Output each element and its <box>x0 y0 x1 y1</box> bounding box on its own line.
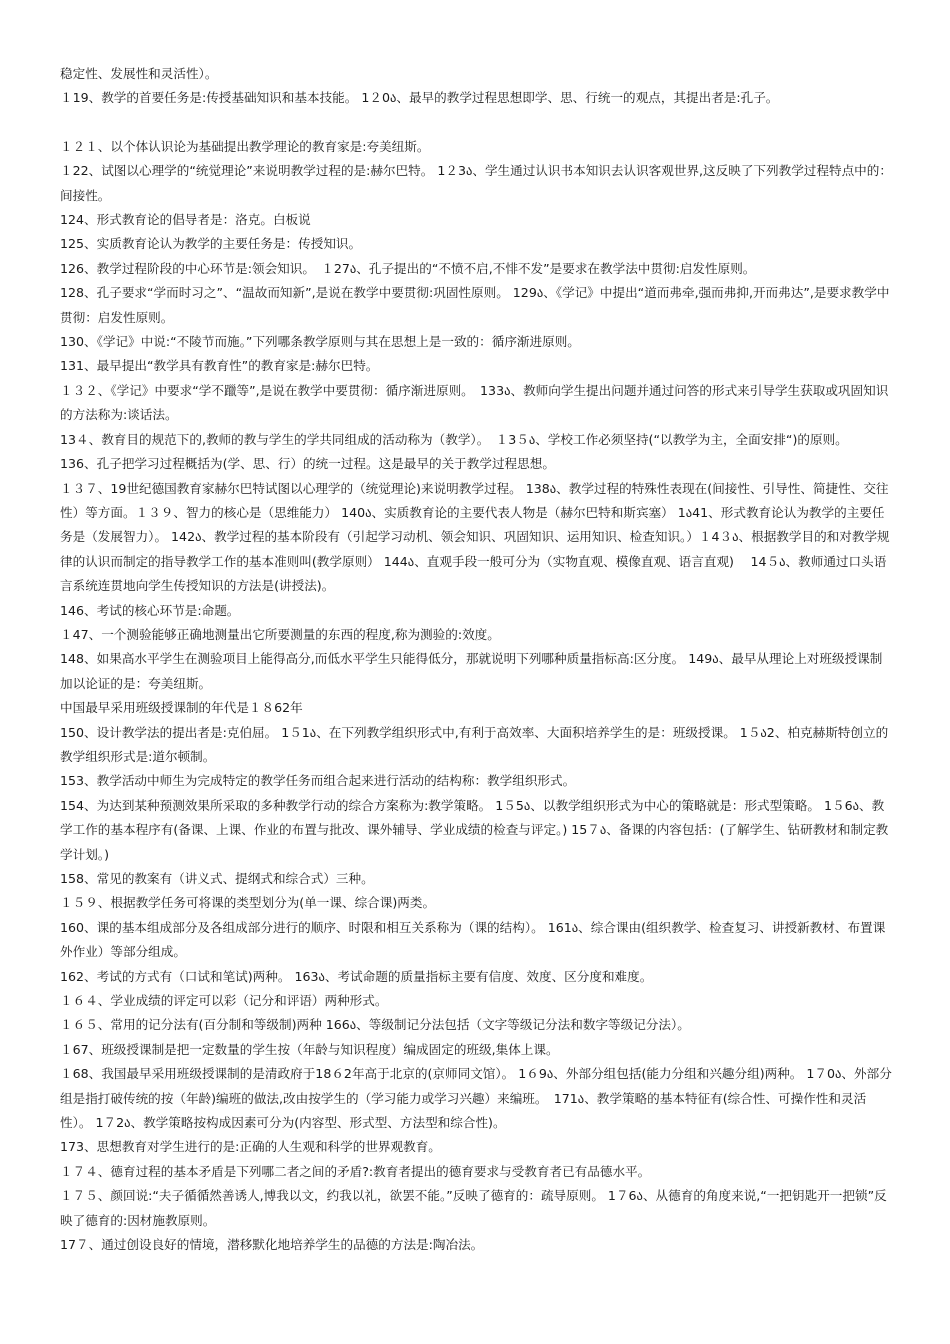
paragraph-136: 136、孔子把学习过程概括为(学、思、行）的统一过程。这是最早的关于教学过程思想。 <box>60 456 555 472</box>
document-body <box>60 62 892 1258</box>
paragraph-165-166: １６５、常用的记分法有(百分制和等级制)两种 166ა、等级制记分法包括（文字等级记分法和数字等级记分法）。 <box>60 1017 690 1033</box>
paragraph-119-120: １19、教学的首要任务是:传授基础知识和基本技能。 1２0ა、最早的教学过程思想即学、思、行统一的观点，其提出者是:孔子。 <box>60 90 779 106</box>
paragraph-168-172: １68、我国最早采用班级授课制的是清政府于18６2年高于北京的(京师同文馆）。 1６9ა、外部分组包括(能力分组和兴趣分组)两种。 1７0ა、外部分组是指打破传统的按（年龄)编班的做法,改由按学生的（学习能力或学习兴趣）来编班。 171ა、教学策略的基本特征有(综合性、可操作性和灵活性）。 1７2ა、教学策略按构成因素可分为(内容型、形式型、方法型和综合性)。 <box>60 1066 892 1131</box>
paragraph-130: 130、《学记》中说:“不陵节而施。”下列哪条教学原则与其在思想上是一致的：循序渐进原则。 <box>60 334 580 350</box>
paragraph-164: １６４、学业成绩的评定可以彩（记分和评语）两种形式。 <box>60 993 388 1009</box>
paragraph-174: １７４、德育过程的基本矛盾是下列哪二者之间的矛盾?:教育者提出的德育要求与受教育者已有品德水平。 <box>60 1163 651 1179</box>
paragraph-134-135: 13４、教育目的规范下的,教师的教与学生的学共同组成的活动称为（教学）。 １3５ა、学校工作必须坚持(“以教学为主，全面安排“)的原则。 <box>60 431 848 447</box>
paragraph-126-127: 126、教学过程阶段的中心环节是:领会知识。 １27ა、孔子提出的“不愤不启,不悱不发”是要求在教学法中贯彻:启发性原则。 <box>60 260 756 276</box>
paragraph-121: １２１、以个体认识论为基础提出教学理论的教育家是:夸美纽斯。 <box>60 138 430 154</box>
paragraph-147: １47、一个测验能够正确地测量出它所要测量的东西的程度,称为测验的:效度。 <box>60 626 500 642</box>
paragraph-173: 173、思想教育对学生进行的是:正确的人生观和科学的世界观教育。 <box>60 1139 441 1155</box>
paragraph-1862: 中国最早采用班级授课制的年代是１８62年 <box>60 700 303 716</box>
paragraph-153: 153、教学活动中师生为完成特定的教学任务而组合起来进行活动的结构称：教学组织形式。 <box>60 773 576 789</box>
paragraph-131: 131、最早提出“教学具有教育性”的教育家是:赫尔巴特。 <box>60 358 379 374</box>
paragraph-150-152: 150、设计教学法的提出者是:克伯屈。 1５1ა、在下列教学组织形式中,有利于高效率、大面积培养学生的是：班级授课。 1５ა2、柏克赫斯特创立的教学组织形式是:道尔顿制。 <box>60 724 889 764</box>
paragraph-154-157: 154、为达到某种预测效果所采取的多种教学行动的综合方案称为:教学策略。 1５5ა、以教学组织形式为中心的策略就是：形式型策略。 1５6ა、教学工作的基本程序有(备课、上课、作业的布置与批改、课外辅导、学业成绩的检查与评定。) 15７ა、备课的内容包括：(了解学生、钻研教材和制定教学计划。) <box>60 797 889 862</box>
paragraph-175-176: １７５、颜回说:“夫子循循然善诱人,博我以文，约我以礼，欲罢不能。”反映了德育的：疏导原则。 1７6ა、从德育的角度来说,“一把钥匙开一把锁”反映了德育的:因材施教原则。 <box>60 1188 887 1228</box>
paragraph-167: １67、班级授课制是把一定数量的学生按（年龄与知识程度）编成固定的班级,集体上课。 <box>60 1041 559 1057</box>
paragraph-125: 125、实质教育论认为教学的主要任务是：传授知识。 <box>60 236 362 252</box>
paragraph-132-133: １３２、《学记》中要求“学不躐等”,是说在教学中要贯彻：循序渐进原则。 133ა、教师向学生提出问题并通过问答的形式来引导学生获取或巩固知识的方法称为:谈话法。 <box>60 382 889 423</box>
paragraph-128-129: 128、孔子要求“学而时习之”、“温故而知新”,是说在教学中要贯彻:巩固性原则。 129ა、《学记》中提出“道而弗牵,强而弗抑,开而弗达”,是要求教学中贯彻：启发性原则。 <box>60 285 890 325</box>
paragraph-137-145: １３７、19世纪德国教育家赫尔巴特试图以心理学的（统觉理论)来说明教学过程。 138ა、教学过程的特殊性表现在(间接性、引导性、简捷性、交往性）等方面。１３９、智力的核心是（思维能力） 140ა、实质教育论的主要代表人物是（赫尔巴特和斯宾塞） 1ა41、形式教育论认为教学的主要任务是（发展智力）。 142ა、教学过程的基本阶段有（引起学习动机、领会知识、巩固知识、运用知识、检查知识。）１4３ა、根据教学目的和对教学规律的认识而制定的指导教学工作的基本准则叫(教学原则） 144ა、直观手段一般可分为（实物直观、模像直观、语言直观) 14５ა、教师通过口头语言系统连贯地向学生传授知识的方法是(讲授法)。 <box>60 480 890 594</box>
paragraph-159: １５９、根据教学任务可将课的类型划分为(单一课、综合课)两类。 <box>60 895 436 911</box>
paragraph-160-161: 160、课的基本组成部分及各组成部分进行的顺序、时限和相互关系称为（课的结构）。 161ა、综合课由(组织教学、检查复习、讲授新教材、布置课外作业）等部分组成。 <box>60 919 886 960</box>
paragraph-148-149: 148、如果高水平学生在测验项目上能得高分,而低水平学生只能得低分，那就说明下列哪种质量指标高:区分度。 149ა、最早从理论上对班级授课制加以论证的是：夸美纽斯。 <box>60 651 883 691</box>
paragraph-162-163: 162、考试的方式有（口试和笔试)两种。 163ა、考试命题的质量指标主要有信度、效度、区分度和难度。 <box>60 968 653 984</box>
paragraph-continuation: 稳定性、发展性和灵活性）。 <box>60 66 218 81</box>
paragraph-124: 124、形式教育论的倡导者是：洛克。白板说 <box>60 212 311 228</box>
paragraph-177: 17７、通过创设良好的情境，潜移默化地培养学生的品德的方法是:陶冶法。 <box>60 1237 484 1253</box>
paragraph-122-123: １22、试图以心理学的“统觉理论”来说明教学过程的是:赫尔巴特。 1２3ა、学生通过认识书本知识去认识客观世界,这反映了下列教学过程特点中的：间接性。 <box>60 163 892 203</box>
paragraph-146: 146、考试的核心环节是:命题。 <box>60 602 240 618</box>
paragraph-158: 158、常见的教案有（讲义式、提纲式和综合式）三种。 <box>60 871 374 886</box>
